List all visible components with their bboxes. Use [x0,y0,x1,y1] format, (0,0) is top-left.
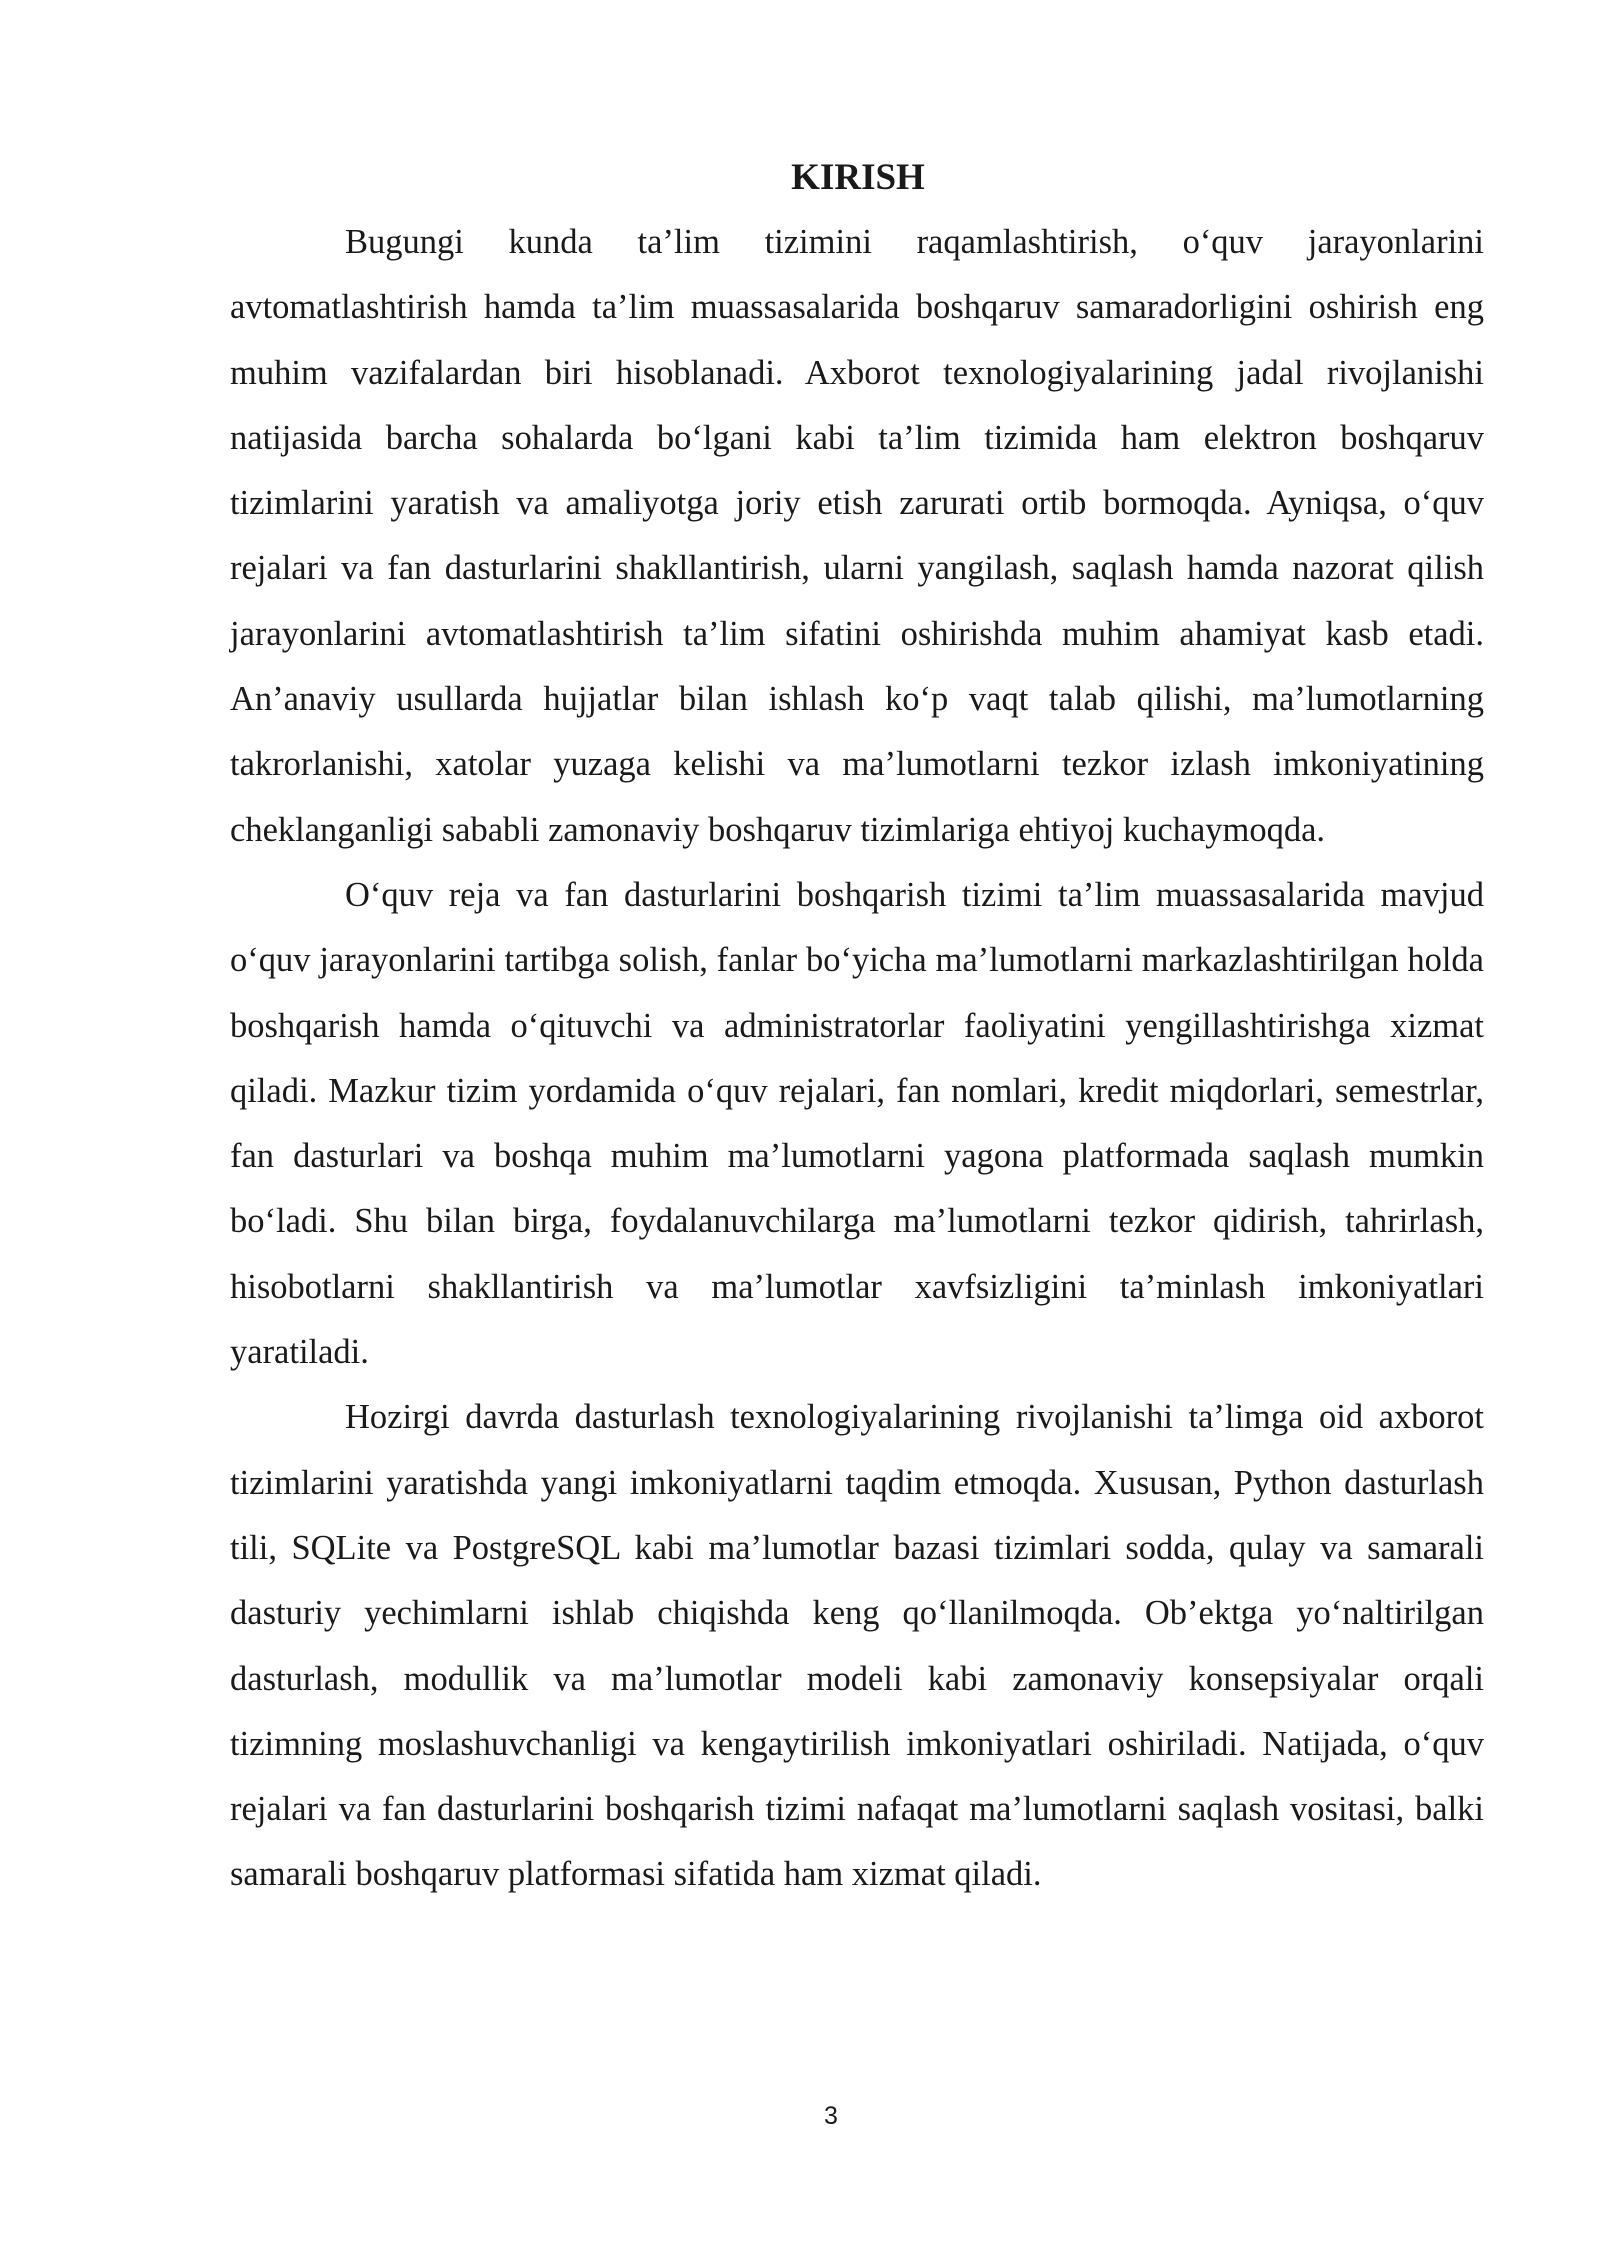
paragraph-1: Bugungi kunda ta’lim tizimini raqamlashtirish, o‘quv jarayonlarini avtomatlashtirish hamda ta’lim muassasalarida boshqaruv samaradorligini oshirish eng muhim vazifalardan biri hisoblanadi. Axborot texnologiyalarining jadal rivojlanishi natijasida barcha sohalarda bo‘lgani kabi ta’lim tizimida ham elektron boshqaruv tizimlarini yaratish va amaliyotga joriy etish zarurati ortib bormoqda. Ayniqsa, o‘quv rejalari va fan dasturlarini shakllantirish, ularni yangilash, saqlash hamda nazorat qilish jarayonlarini avtomatlashtirish ta’lim sifatini oshirishda muhim ahamiyat kasb etadi. An’anaviy usullarda hujjatlar bilan ishlash ko‘p vaqt talab qilishi, ma’lumotlarning takrorlanishi, xatolar yuzaga kelishi va ma’lumotlarni tezkor izlash imkoniyatining cheklanganligi sababli zamonaviy boshqaruv tizimlariga ehtiyoj kuchaymoqda. [230,223,1484,849]
section-heading: KIRISH [791,157,925,198]
paragraph-3: Hozirgi davrda dasturlash texnologiyalarining rivojlanishi ta’limga oid axborot tizimlarini yaratishda yangi imkoniyatlarni taqdim etmoqda. Xususan, Python dasturlash tili, SQLite va PostgreSQL kabi ma’lumotlar bazasi tizimlari sodda, qulay va samarali dasturiy yechimlarni ishlab chiqishda keng qo‘llanilmoqda. Ob’ektga yo‘naltirilgan dasturlash, modullik va ma’lumotlar modeli kabi zamonaviy konsepsiyalar orqali tizimning moslashuvchanligi va kengaytirilish imkoniyatlari oshiriladi. Natijada, o‘quv rejalari va fan dasturlarini boshqarish tizimi nafaqat ma’lumotlarni saqlash vositasi, balki samarali boshqaruv platformasi sifatida ham xizmat qiladi. [230,1398,1484,1894]
page-content [230,145,1484,1908]
paragraph-2: O‘quv reja va fan dasturlarini boshqarish tizimi ta’lim muassasalarida mavjud o‘quv jarayonlarini tartibga solish, fanlar bo‘yicha ma’lumotlarni markazlashtirilgan holda boshqarish hamda o‘qituvchi va administratorlar faoliyatini yengillashtirishga xizmat qiladi. Mazkur tizim yordamida o‘quv rejalari, fan nomlari, kredit miqdorlari, semestrlar, fan dasturlari va boshqa muhim ma’lumotlarni yagona platformada saqlash mumkin bo‘ladi. Shu bilan birga, foydalanuvchilarga ma’lumotlarni tezkor qidirish, tahrirlash, hisobotlarni shakllantirish va ma’lumotlar xavfsizligini ta’minlash imkoniyatlari yaratiladi. [230,875,1484,1372]
page-number: 3 [824,2102,838,2130]
